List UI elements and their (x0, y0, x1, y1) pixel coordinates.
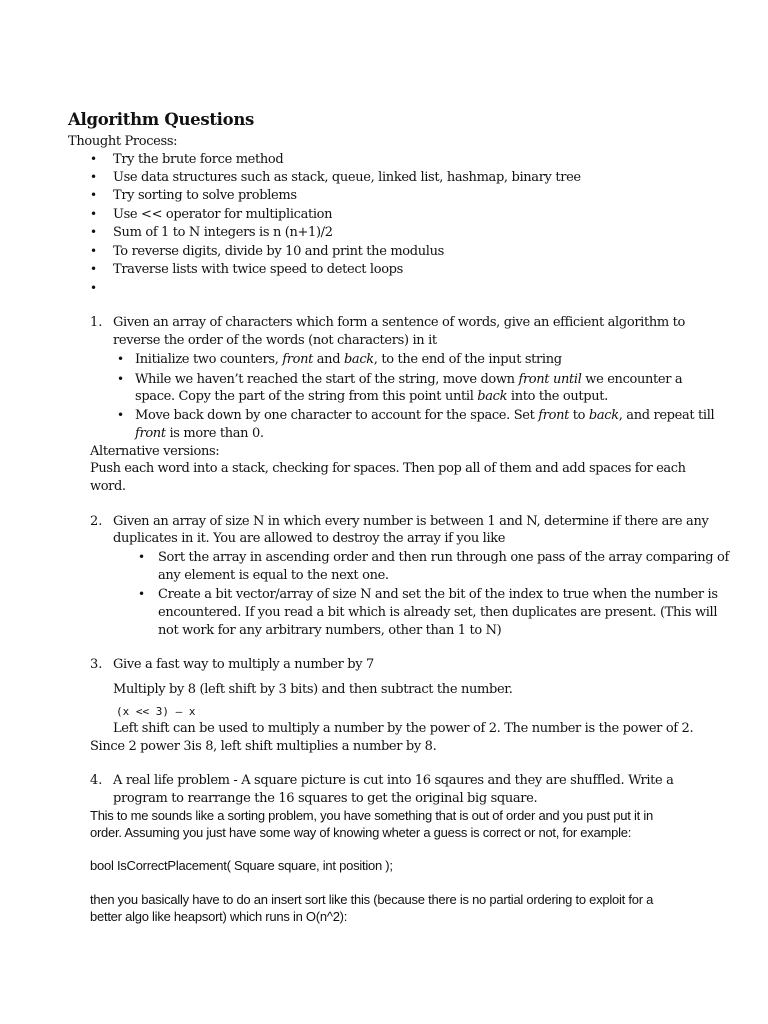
answer-bullet-continued: front is more than 0. (135, 426, 264, 441)
code-signature: bool IsCorrectPlacement( Square square, int position ); (90, 858, 393, 873)
thought-process-label: Thought Process: (68, 134, 178, 149)
question-number: 1. (90, 315, 103, 330)
question-text: Given an array of characters which form a sentence of words, give an efficient algorithm to (113, 315, 685, 330)
answer-paragraph: order. Assuming you just have some way of knowing wheter a guess is correct or not, for example: (90, 825, 632, 840)
bullet: • (90, 262, 98, 276)
question-text: duplicates in it. You are allowed to destroy the array if you like (113, 531, 506, 546)
answer-paragraph: then you basically have to do an insert sort like this (because there is no partial ordering to exploit for a (90, 892, 654, 907)
alternative-text: word. (90, 479, 126, 494)
list-item: Try sorting to solve problems (113, 188, 297, 203)
question-number: 3. (90, 657, 103, 672)
list-item: Use data structures such as stack, queue, linked list, hashmap, binary tree (113, 170, 581, 185)
explanation-text: Left shift can be used to multiply a number by the power of 2. The number is the power of 2. (113, 721, 694, 736)
answer-bullet: Move back down by one character to account for the space. Set front to back, and repeat till (135, 408, 715, 423)
answer-bullet: Create a bit vector/array of size N and set the bit of the index to true when the number is (158, 587, 718, 602)
bullet: • (117, 352, 125, 366)
answer-bullet-continued: space. Copy the part of the string from this point until back into the output. (135, 389, 608, 404)
bullet: • (90, 207, 98, 221)
bullet: • (117, 372, 125, 386)
question-text: program to rearrange the 16 squares to get the original big square. (113, 791, 538, 806)
bullet: • (90, 152, 98, 166)
bullet: • (117, 408, 125, 422)
question-number: 4. (90, 773, 103, 788)
list-item: Try the brute force method (113, 152, 284, 167)
bullet: • (138, 587, 146, 601)
bullet: • (90, 188, 98, 202)
alternative-label: Alternative versions: (90, 444, 220, 459)
bullet: • (90, 244, 98, 258)
answer-bullet-continued: not work for any arbitrary numbers, other than 1 to N) (158, 623, 502, 638)
bullet: • (90, 281, 98, 295)
answer-bullet: Initialize two counters, front and back, to the end of the input string (135, 352, 562, 367)
page-title: Algorithm Questions (68, 110, 255, 129)
question-text: A real life problem - A square picture is cut into 16 sqaures and they are shuffled. Write a (113, 773, 674, 788)
answer-bullet-continued: any element is equal to the next one. (158, 568, 389, 583)
answer-paragraph: better algo like heapsort) which runs in O(n^2): (90, 909, 348, 924)
list-item: Traverse lists with twice speed to detect loops (113, 262, 403, 277)
list-item: To reverse digits, divide by 10 and print the modulus (113, 244, 444, 259)
answer-bullet-continued: encountered. If you read a bit which is already set, then duplicates are present. (This will (158, 605, 718, 620)
question-text: reverse the order of the words (not characters) in it (113, 333, 437, 348)
code-snippet: (x << 3) – x (116, 705, 196, 718)
bullet: • (90, 170, 98, 184)
answer-bullet: Sort the array in ascending order and then run through one pass of the array comparing of (158, 550, 729, 565)
bullet: • (90, 225, 98, 239)
bullet: • (138, 550, 146, 564)
question-number: 2. (90, 514, 103, 529)
question-text: Give a fast way to multiply a number by 7 (113, 657, 374, 672)
explanation-text: Since 2 power 3is 8, left shift multiplies a number by 8. (90, 739, 437, 754)
answer-bullet: While we haven’t reached the start of the string, move down front until we encounter a (135, 372, 683, 387)
answer-text: Multiply by 8 (left shift by 3 bits) and then subtract the number. (113, 682, 513, 697)
question-text: Given an array of size N in which every number is between 1 and N, determine if there are any (113, 514, 709, 529)
list-item: Use << operator for multiplication (113, 207, 333, 222)
alternative-text: Push each word into a stack, checking for spaces. Then pop all of them and add spaces for each (90, 461, 686, 476)
list-item: Sum of 1 to N integers is n (n+1)/2 (113, 225, 333, 240)
answer-paragraph: This to me sounds like a sorting problem, you have something that is out of order and you pust put it in (90, 808, 653, 823)
